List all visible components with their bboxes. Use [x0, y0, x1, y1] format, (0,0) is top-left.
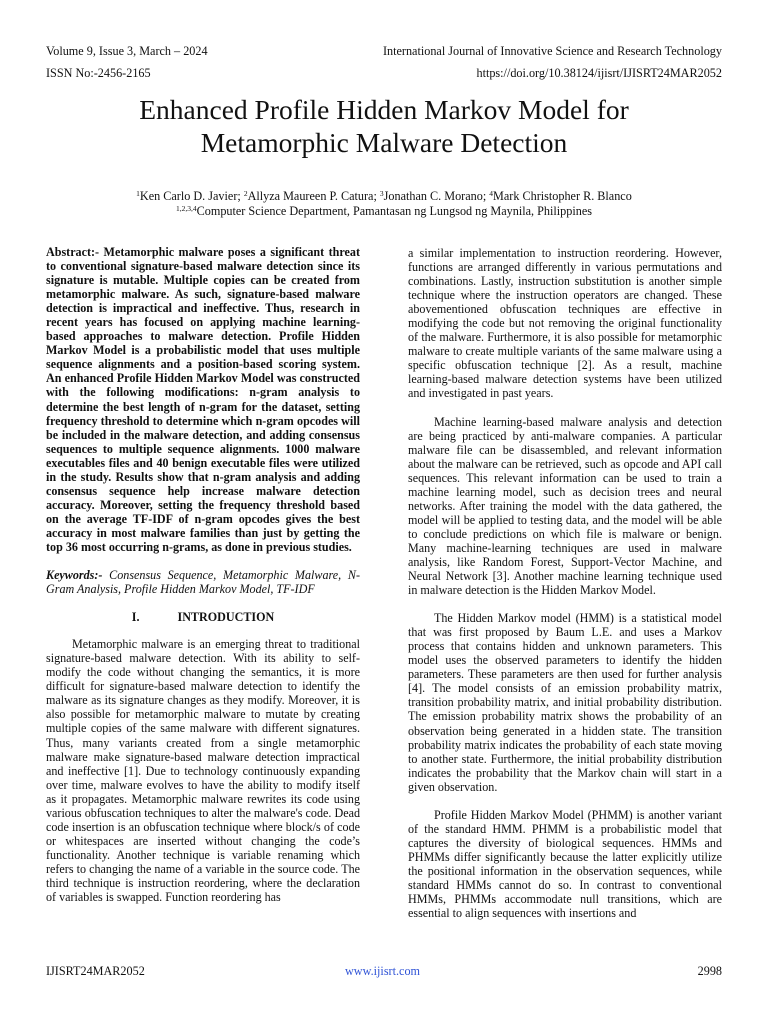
issn: ISSN No:-2456-2165 — [46, 66, 151, 80]
paper-title-line-1: Enhanced Profile Hidden Markov Model for — [139, 94, 629, 125]
author-3-sup: 3 — [379, 189, 384, 198]
doi-link[interactable]: https://doi.org/10.38124/ijisrt/IJISRT24MAR2052 — [476, 66, 722, 80]
section-number: I. — [131, 610, 140, 625]
affiliation — [0, 202, 768, 218]
author-3: Jonathan C. Morano; — [383, 189, 490, 203]
left-column — [46, 245, 360, 904]
author-1: Ken Carlo D. Javier; — [139, 189, 244, 203]
paper-title — [0, 93, 768, 159]
intro-paragraph-1: Metamorphic malware is an emerging threat to traditional signature-based malware detection. With its ability to self-modify the code without changing the semantics, it is more difficult for signature-based malware detection to identify the malware as its signature changes as they modify. Moreover, it is also possible for metamorphic malware to mutate by creating multiple copies of the same malware with different signatures. Thus, many variants created from a single metamorphic malware make signature-based malware detection impractical and ineffective [1]. Due to technology continuously expanding over time, malware evolves to have the ability to modify itself as it propagates. Metamorphic malware rewrites its code using various obfuscation techniques to alter the malware's code. Dead code insertion is an obfuscation technique where block/s of code or whitespaces are inserted without changing the code’s functionality. Another technique is variable renaming which refers to changing the name of a variable in the source code. The third technique is instruction reordering, where the declaration of variables is swapped. Function reordering has — [46, 637, 360, 905]
body-paragraph-1: a similar implementation to instruction reordering. However, functions are arranged differently in various permutations and combinations. Lastly, instruction substitution is another simple technique where the instruction operators are changed. These abovementioned obfuscation techniques are effective in modifying the code but not removing the original functionality of the malware. Furthermore, it is also possible for metamorphic malware to create multiple variants of the same malware using a specific obfuscation technique [2]. As a result, machine learning-based malware detection systems have been utilized and investigated in past years. — [408, 246, 722, 401]
section-heading-introduction — [46, 610, 360, 624]
abstract: Abstract:- Metamorphic malware poses a significant threat to conventional signature-based malware detection since its signature is mutable. Multiple copies can be created from metamorphic malware. As such, signature-based malware detection is impractical and ineffective. Thus, research in recent years has focused on applying machine learning-based approaches to malware detection. Profile Hidden Markov Model is a probabilistic model that uses multiple sequence alignments and a position-based scoring system. An enhanced Profile Hidden Markov Model was constructed with the following modifications: n-gram analysis to determine the best length of n-gram for the dataset, setting frequency threshold to determine which n-gram opcodes will be included in the malware detection, and adding consensus sequences to multiple sequence alignments. 1000 malware executables files and 40 benign executable files were utilized in the study. Results show that n-gram analysis and adding consensus sequence help increase malware detection accuracy. Moreover, setting the frequency threshold based on the average TF-IDF of n-gram opcodes gives the best accuracy in most malware families than just by getting the top 36 most occurring n-grams, as done in previous studies. — [46, 245, 360, 554]
author-1-sup: 1 — [136, 189, 140, 198]
author-2: Allyza Maureen P. Catura; — [247, 189, 380, 203]
author-list — [0, 187, 768, 203]
journal-name: International Journal of Innovative Science and Research Technology — [382, 44, 722, 58]
section-title: INTRODUCTION — [177, 610, 275, 625]
author-2-sup: 2 — [243, 189, 248, 198]
keywords-label: Keywords:- — [46, 568, 103, 583]
affiliation-text: Computer Science Department, Pamantasan ng Lungsod ng Maynila, Philippines — [196, 204, 592, 218]
author-4: Mark Christopher R. Blanco — [493, 189, 632, 203]
journal-volume: Volume 9, Issue 3, March – 2024 — [46, 44, 208, 58]
body-paragraph-4: Profile Hidden Markov Model (PHMM) is another variant of the standard HMM. PHMM is a probabilistic model that captures the diversity of biological sequences. HMMs and PHMMs differ significantly because the latter explicitly utilize the positional information in the observation sequences, while standard HMMs cannot do so. In contrast to conventional HMMs, PHMMs accommodate null transitions, which are essential to align sequences with insertions and — [408, 807, 722, 921]
body-paragraph-2: Machine learning-based malware analysis and detection are being practiced by anti-malware companies. A particular malware file can be disassembled, and relevant information about the malware can be retrieved, such as opcode and API call sequences. This relevant information can be used to train a machine learning model, such as decision trees and neural networks. After training the model with the data gathered, the model will be applied to testing data, and the model will be able to conclude predictions on which file is malware or benign. Many machine-learning techniques are used in malware analysis, like Random Forest, Support-Vector Machine, and Neural Network [3]. Another machine learning technique used in malware detection is the Hidden Markov Model. — [408, 414, 722, 598]
body-paragraph-3: The Hidden Markov model (HMM) is a statistical model that was first proposed by Baum L.E. and uses a Markov process that contains hidden and unknown parameters. This model uses the observed parameters to identify the hidden parameters. These parameters are then used for further analysis [4]. The model consists of an emission probability matrix, transition probability matrix, and initial probability distribution. The emission probability matrix shows the probability of an observation being generated in a hidden state. The transition probability matrix indicates the probability of each state moving to another state. Furthermore, the initial probability distribution indicates the probability that the Markov chain will start in a given observation. — [408, 611, 722, 794]
paper-title-line-2: Metamorphic Malware Detection — [200, 127, 568, 158]
keywords-text: Consensus Sequence, Metamorphic Malware, N-Gram Analysis, Profile Hidden Markov Model, TF-IDF — [46, 568, 360, 597]
footer-paper-id: IJISRT24MAR2052 — [46, 964, 145, 978]
keywords — [46, 568, 360, 596]
right-column — [408, 246, 722, 920]
affiliation-sup: 1,2,3,4 — [176, 204, 197, 213]
author-4-sup: 4 — [489, 189, 494, 198]
page-number: 2998 — [697, 964, 722, 978]
footer-website-link[interactable]: www.ijisrt.com — [345, 964, 421, 978]
